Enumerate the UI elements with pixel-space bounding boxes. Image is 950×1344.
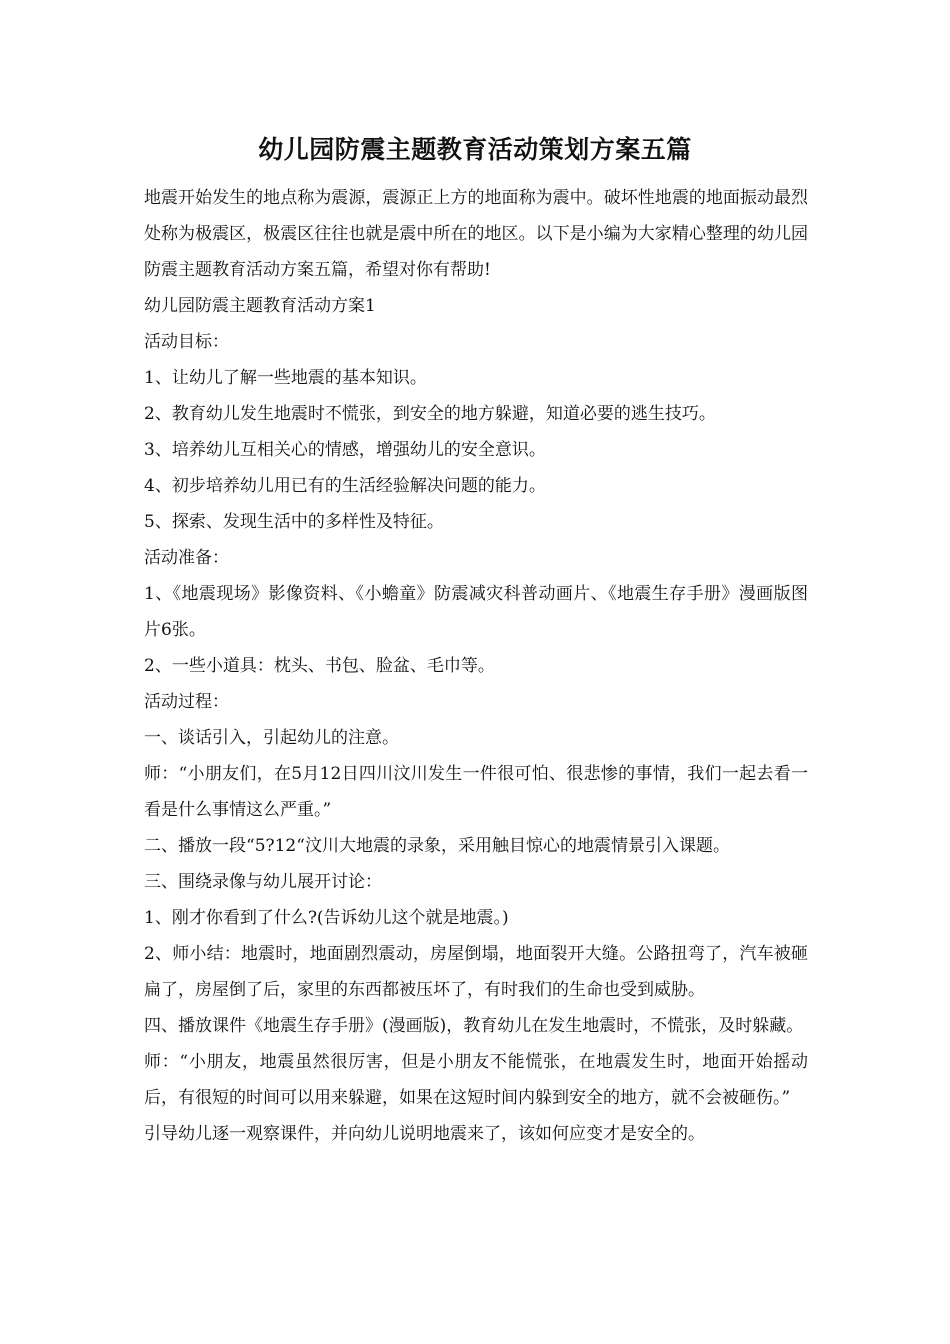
subheading-goals: 活动目标： — [144, 332, 229, 352]
goal-item: 4、初步培养幼儿用已有的生活经验解决问题的能力。 — [144, 476, 546, 496]
document-title: 幼儿园防震主题教育活动策划方案五篇 — [258, 135, 692, 164]
intro-paragraph: 地震开始发生的地点称为震源，震源正上方的地面称为震中。破坏性地震的地面振动最烈处称为极震区，极震区往往也就是震中所在的地区。以下是小编为大家精心整理的幼儿园防震主题教育活动方案五篇，希望对你有帮助! — [144, 188, 808, 280]
closing-paragraph: 引导幼儿逐一观察课件，并向幼儿说明地震来了，该如何应变才是安全的。 — [144, 1124, 705, 1144]
preparation-item: 1、《地震现场》影像资料、《小蟾童》防震减灾科普动画片、《地震生存手册》漫画版图片6张。 — [144, 584, 808, 640]
preparation-item: 2、一些小道具：枕头、书包、脸盆、毛巾等。 — [144, 656, 495, 676]
discussion-item: 1、刚才你看到了什么?(告诉幼儿这个就是地震。) — [144, 908, 509, 928]
goal-item: 1、让幼儿了解一些地震的基本知识。 — [144, 368, 427, 388]
process-step: 二、播放一段“5?12“汶川大地震的录象，采用触目惊心的地震情景引入课题。 — [144, 836, 730, 856]
goal-item: 2、教育幼儿发生地震时不慌张，到安全的地方躲避，知道必要的逃生技巧。 — [144, 404, 716, 424]
goal-item: 5、探索、发现生活中的多样性及特征。 — [144, 512, 444, 532]
process-step: 一、谈话引入，引起幼儿的注意。 — [144, 728, 399, 748]
goal-item: 3、培养幼儿互相关心的情感，增强幼儿的安全意识。 — [144, 440, 546, 460]
document-body — [144, 180, 808, 1152]
section-heading: 幼儿园防震主题教育活动方案1 — [144, 296, 376, 316]
discussion-item: 2、师小结：地震时，地面剧烈震动，房屋倒塌，地面裂开大缝。公路扭弯了，汽车被砸扁了，房屋倒了后，家里的东西都被压坏了，有时我们的生命也受到威胁。 — [144, 944, 808, 1000]
process-step: 三、围绕录像与幼儿展开讨论： — [144, 872, 382, 892]
process-step: 四、播放课件《地震生存手册》(漫画版)，教育幼儿在发生地震时，不慌张，及时躲藏。 — [144, 1016, 804, 1036]
subheading-process: 活动过程： — [144, 692, 229, 712]
teacher-quote: 师：“小朋友们，在5月12日四川汶川发生一件很可怕、很悲惨的事情，我们一起去看一看是什么事情这么严重。” — [144, 764, 808, 820]
subheading-preparation: 活动准备： — [144, 548, 229, 568]
teacher-quote: 师：“小朋友，地震虽然很厉害，但是小朋友不能慌张，在地震发生时，地面开始摇动后，有很短的时间可以用来躲避，如果在这短时间内躲到安全的地方，就不会被砸伤。” — [144, 1052, 808, 1108]
